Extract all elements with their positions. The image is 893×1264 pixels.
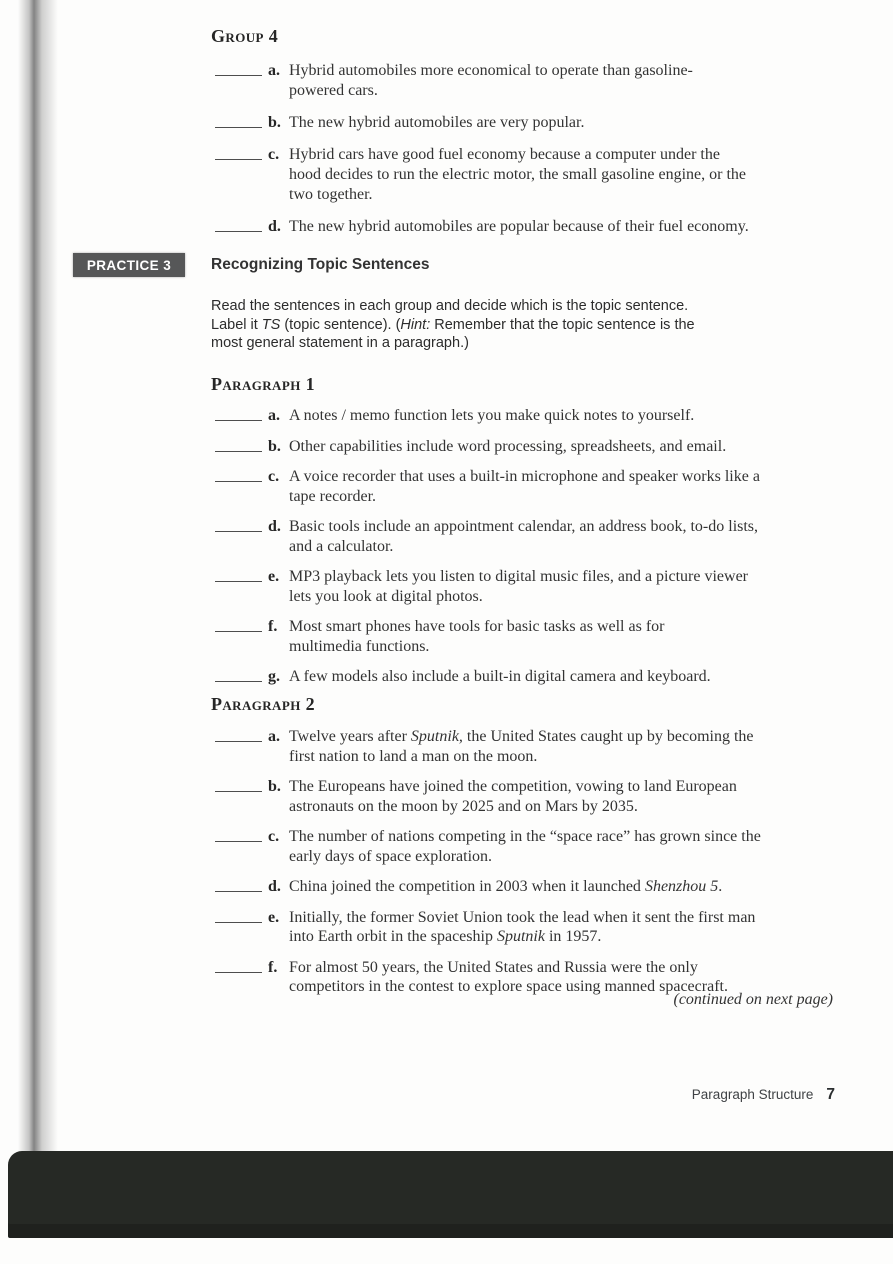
item-text: Initially, the former Soviet Union took the lead when it sent the first man into Earth orbit in the spaceship Sputnik in 1957. — [289, 908, 756, 945]
item-letter: b. — [268, 437, 281, 455]
answer-blank — [215, 61, 262, 76]
item-letter: b. — [268, 778, 281, 795]
practice-heading: Recognizing Topic Sentences — [211, 256, 430, 273]
answer-blank — [215, 908, 262, 923]
item-text: Most smart phones have tools for basic tasks as well as for multimedia functions. — [289, 618, 665, 655]
continued-note: (continued on next page) — [673, 991, 833, 1008]
group4-title: Group 4 — [211, 26, 279, 46]
item-letter: g. — [268, 668, 280, 685]
answer-blank — [215, 777, 262, 792]
item-text: For almost 50 years, the United States and Russia were the only competitors in the contest to explore space using manned spacecraft. — [289, 958, 728, 995]
answer-blank — [215, 667, 262, 682]
answer-blank — [215, 437, 262, 452]
paragraph1-title: Paragraph 1 — [211, 374, 316, 394]
item-text: A voice recorder that uses a built-in microphone and speaker works like a tape recorder. — [289, 468, 760, 505]
item-letter: c. — [268, 146, 280, 163]
exercise-item — [211, 217, 851, 237]
exercise-item — [211, 827, 851, 866]
item-letter: f. — [268, 618, 278, 635]
item-letter: c. — [268, 828, 280, 845]
item-text: A notes / memo function lets you make quick notes to yourself. — [289, 407, 695, 424]
exercise-item — [211, 617, 851, 656]
footer-page-number: 7 — [826, 1086, 835, 1103]
item-letter: a. — [268, 407, 280, 424]
item-text: The number of nations competing in the “space race” has grown since the early days of space exploration. — [289, 828, 761, 865]
item-text: Twelve years after Sputnik, the United States caught up by becoming the first nation to land a man on the moon. — [289, 728, 754, 765]
item-letter: e. — [268, 908, 280, 926]
answer-blank — [215, 617, 262, 632]
item-letter: c. — [268, 468, 280, 485]
exercise-item — [211, 437, 851, 457]
item-letter: f. — [268, 958, 278, 976]
paragraph2-title: Paragraph 2 — [211, 694, 316, 714]
group4-item-list — [211, 61, 851, 237]
item-text: A few models also include a built-in digital camera and keyboard. — [289, 668, 711, 685]
item-text: The new hybrid automobiles are popular because of their fuel economy. — [289, 218, 749, 235]
item-letter: d. — [268, 518, 281, 535]
answer-blank — [215, 145, 262, 160]
item-letter: a. — [268, 728, 280, 745]
practice-instructions: Read the sentences in each group and decide which is the topic sentence. Label it TS (topic sentence). (Hint: Remember that the topic sentence is the most general statement in a paragraph.) — [211, 298, 695, 351]
exercise-item — [211, 908, 851, 947]
answer-blank — [215, 517, 262, 532]
section-group4 — [211, 26, 851, 249]
page-bottom-scan-band — [8, 1151, 893, 1238]
item-text: The new hybrid automobiles are very popular. — [289, 114, 585, 131]
exercise-item — [211, 877, 851, 897]
exercise-item — [211, 467, 851, 506]
answer-blank — [215, 877, 262, 892]
section-paragraph1 — [211, 374, 851, 698]
exercise-item — [211, 777, 851, 816]
exercise-item — [211, 567, 851, 606]
footer-section-label: Paragraph Structure — [691, 1087, 814, 1102]
item-letter: d. — [268, 878, 281, 895]
item-letter: e. — [268, 568, 280, 585]
item-text: Basic tools include an appointment calendar, an address book, to-do lists, and a calculator. — [289, 518, 759, 555]
exercise-item — [211, 517, 851, 556]
answer-blank — [215, 567, 262, 582]
page-footer — [211, 1086, 835, 1104]
item-text: China joined the competition in 2003 when it launched Shenzhou 5. — [289, 878, 723, 895]
item-letter: a. — [268, 62, 280, 79]
item-text: MP3 playback lets you listen to digital music files, and a picture viewer lets you look at digital photos. — [289, 568, 749, 605]
exercise-item — [211, 406, 851, 426]
exercise-item — [211, 145, 851, 205]
item-text: Hybrid cars have good fuel economy because a computer under the hood decides to run the electric motor, the small gasoline engine, or the two together. — [289, 146, 746, 203]
paragraph1-item-list — [211, 406, 851, 687]
item-text: The Europeans have joined the competition, vowing to land European astronauts on the moon by 2025 and on Mars by 2035. — [289, 778, 737, 815]
practice-badge: PRACTICE 3 — [73, 253, 185, 277]
item-text: Other capabilities include word processing, spreadsheets, and email. — [289, 437, 727, 455]
answer-blank — [215, 467, 262, 482]
exercise-item — [211, 61, 851, 101]
answer-blank — [215, 113, 262, 128]
answer-blank — [215, 727, 262, 742]
item-letter: d. — [268, 218, 281, 235]
section-paragraph2 — [211, 694, 851, 1008]
item-letter: b. — [268, 114, 281, 131]
exercise-item — [211, 113, 851, 133]
answer-blank — [215, 406, 262, 421]
exercise-item — [211, 727, 851, 766]
exercise-item — [211, 667, 851, 687]
item-text: Hybrid automobiles more economical to operate than gasoline- powered cars. — [289, 62, 693, 99]
paragraph2-item-list — [211, 727, 851, 997]
answer-blank — [215, 827, 262, 842]
answer-blank — [215, 958, 262, 973]
book-spine-shadow — [0, 0, 70, 1156]
answer-blank — [215, 217, 262, 232]
